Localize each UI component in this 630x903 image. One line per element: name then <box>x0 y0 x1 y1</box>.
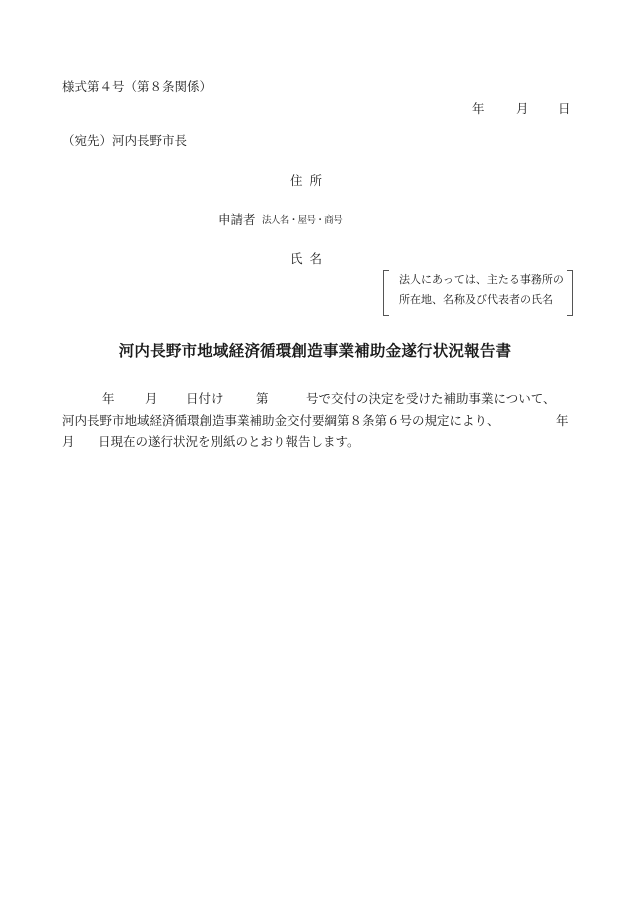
note-left-bracket <box>383 270 389 316</box>
note-line: 所在地、名称及び代表者の氏名 <box>399 293 553 306</box>
note-line: 法人にあっては、主たる事務所の <box>399 273 564 286</box>
corporate-note-box <box>383 270 573 314</box>
date-day-label: 日 <box>558 101 571 116</box>
note-right-bracket <box>567 270 573 316</box>
body-year: 年 <box>102 391 115 406</box>
body-line-3-rest: 日現在の遂行状況を別紙のとおり報告します。 <box>98 434 360 449</box>
body-dated: 日付け <box>186 391 224 406</box>
address-label: 住所 <box>290 173 330 188</box>
body-number-prefix: 第 <box>256 391 269 406</box>
name-label: 氏名 <box>290 251 330 266</box>
body-line-2-main: 河内長野市地域経済循環創造事業補助金交付要綱第８条第６号の規定により、 <box>62 413 500 428</box>
date-month-label: 月 <box>516 101 529 116</box>
body-month: 月 <box>145 391 158 406</box>
body-year: 年 <box>556 413 569 428</box>
applicant-label: 申請者 <box>218 212 256 227</box>
addressee: （宛先）河内長野市長 <box>62 133 188 148</box>
body-line-1-rest: 号で交付の決定を受けた補助事業について、 <box>306 391 556 406</box>
date-year-label: 年 <box>472 101 485 116</box>
applicant-business-name-label: 法人名・屋号・商号 <box>262 215 343 226</box>
body-month: 月 <box>62 434 75 449</box>
document-title: 河内長野市地域経済循環創造事業補助金遂行状況報告書 <box>118 341 512 360</box>
form-number: 様式第４号（第８条関係） <box>62 79 213 94</box>
